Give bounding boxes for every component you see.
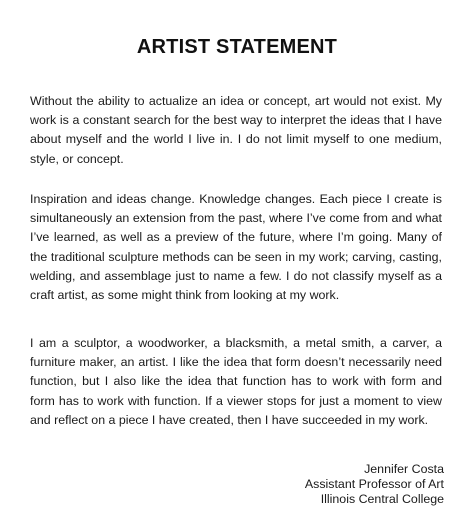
signature-institution: Illinois Central College [320,492,444,506]
signature-role: Assistant Professor of Art [304,477,444,491]
page-title: ARTIST STATEMENT [136,36,338,58]
signature-block [305,462,444,507]
signature-name: Jennifer Costa [364,462,444,476]
statement-paragraph-2: Inspiration and ideas change. Knowledge changes. Each piece I create is simultaneously an extension from the past, where I’ve come from and what I’ve learned, as well as a preview of the future, where I’m going. Many of the traditional sculpture methods can be seen in my work; carving, casting, welding, and assemblage just to name a few. I do not classify myself as a craft artist, as some might think from looking at my work. [30,192,442,303]
statement-paragraph-1: Without the ability to actualize an idea or concept, art would not exist. My work is a constant search for the best way to interpret the ideas that I have about myself and the world I live in. I do not limit myself to one medium, style, or concept. [30,94,442,166]
statement-paragraph-3: I am a sculptor, a woodworker, a blacksmith, a metal smith, a carver, a furniture maker, an artist. I like the idea that form doesn’t necessarily need function, but I also like the idea that function has to work with form and form has to work with function. If a viewer stops for just a moment to view and reflect on a piece I have created, then I have succeeded in my work. [30,336,442,427]
